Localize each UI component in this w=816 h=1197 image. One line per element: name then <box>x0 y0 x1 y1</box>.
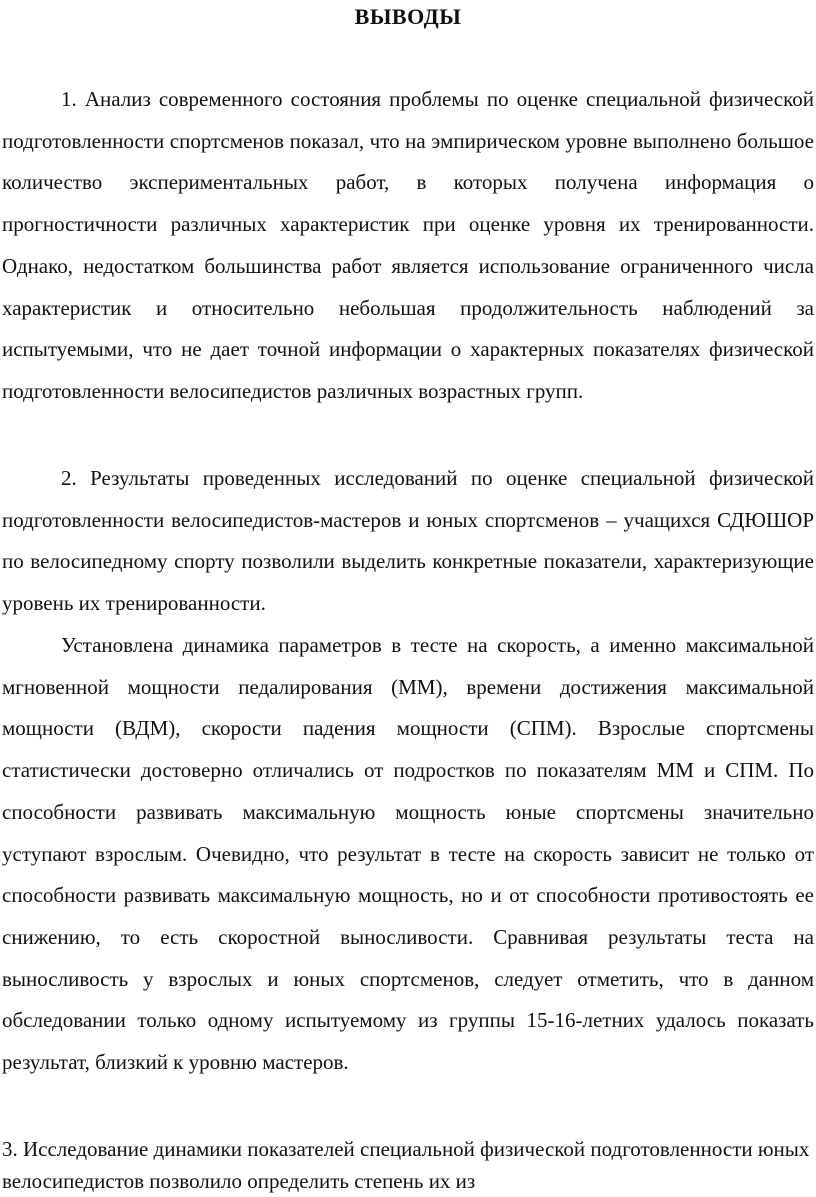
paragraph-conclusion-3: 3. Исследование динамики показателей специальной физической подготовленности юных велосипедистов позволило определить степень их из <box>2 1137 810 1193</box>
paragraph-dynamics: Установлена динамика параметров в тесте на скорость, а именно максимальной мгновенной мощности педалирования (ММ), времени достижения максимальной мощности (ВДМ), скорости падения мощности (СПМ). Взрослые спортсмены статистически достоверно отличались от подростков по показателям ММ и СПМ. По способности развивать максимальную мощность юные спортсмены значительно уступают взрослым. Очевидно, что результат в тесте на скорость зависит не только от способности развивать максимальную мощность, но и от способности противостоять ее снижению, то есть скоростной выносливости. Сравнивая результаты теста на выносливость у взрослых и юных спортсменов, следует отметить, что в данном обследовании только одному испытуемому из группы 15-16-летних удалось показать результат, близкий к уровню мастеров. <box>2 633 814 1075</box>
paragraph-conclusion-2: 2. Результаты проведенных исследований по оценке специальной физической подготовленности велосипедистов-мастеров и юных спортсменов – учащихся СДЮШОР по велосипедному спорту позволили выделить конкретные показатели, характеризующие уровень их тренированности. <box>2 466 814 616</box>
page-title: ВЫВОДЫ <box>354 4 462 29</box>
paragraph-conclusion-1: 1. Анализ современного состояния проблемы по оценке специальной физической подготовленности спортсменов показал, что на эмпирическом уровне выполнено большое количество экспериментальных работ, в которых получена информация о прогностичности различных характеристик при оценке уровня их тренированности. Однако, недостатком большинства работ является использование ограниченного числа характеристик и относительно небольшая продолжительность наблюдений за испытуемыми, что не дает точной информации о характерных показателях физической подготовленности велосипедистов различных возрастных групп. <box>2 87 814 403</box>
